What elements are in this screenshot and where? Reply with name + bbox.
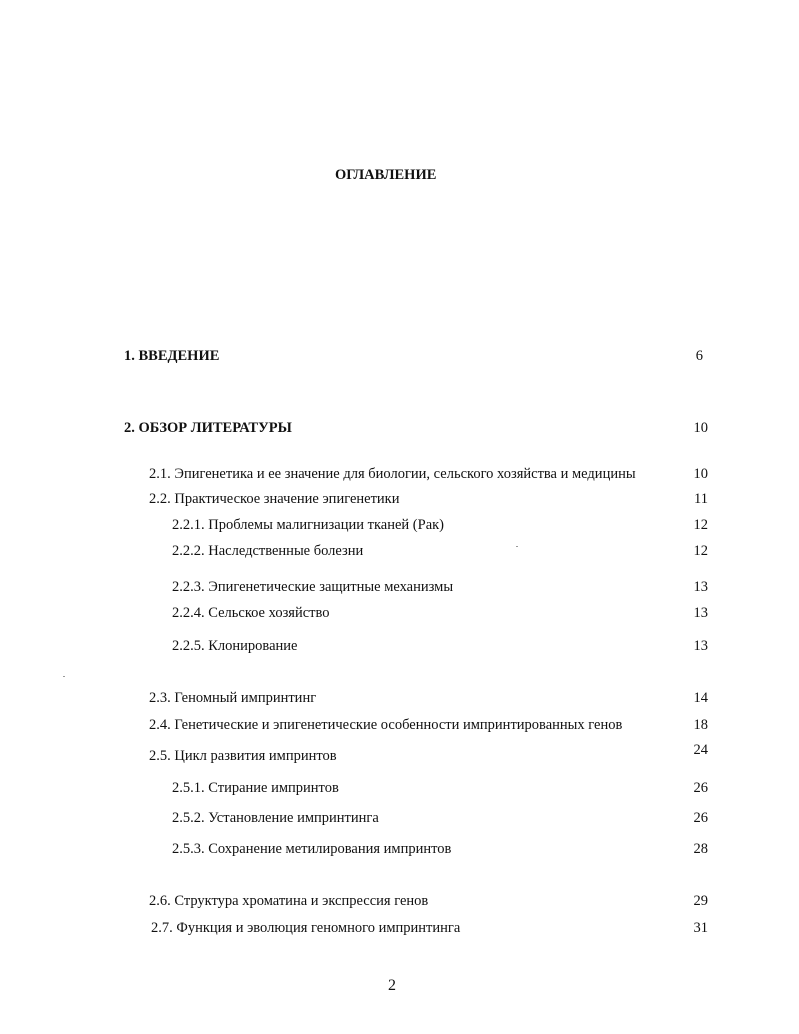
toc-entry-page: 26 bbox=[693, 780, 708, 796]
toc-entry-label: 2.7. Функция и эволюция геномного импринтинга bbox=[151, 920, 461, 936]
toc-entry-label: 1. ВВЕДЕНИЕ bbox=[124, 348, 220, 364]
toc-entry-label: 2.4. Генетические и эпигенетические особенности импринтированных генов bbox=[149, 717, 623, 733]
toc-entry-page: 12 bbox=[693, 517, 708, 533]
toc-entry-page: 14 bbox=[693, 690, 708, 706]
toc-entry-page: 6 bbox=[695, 348, 703, 364]
scan-speck bbox=[63, 676, 65, 677]
toc-entry-page: 29 bbox=[693, 893, 708, 909]
toc-entry-page: 31 bbox=[693, 920, 708, 936]
toc-entry-label: 2.2.3. Эпигенетические защитные механизмы bbox=[172, 579, 454, 595]
toc-entry-label: 2.2.1. Проблемы малигнизации тканей (Рак) bbox=[172, 517, 445, 533]
toc-entry-label: 2.2.2. Наследственные болезни bbox=[172, 543, 364, 559]
toc-entry-page: 12 bbox=[693, 543, 708, 559]
toc-entry-label: 2.5.1. Стирание импринтов bbox=[172, 780, 339, 796]
toc-entry-page: 26 bbox=[693, 810, 708, 826]
page-title: ОГЛАВЛЕНИЕ bbox=[335, 167, 437, 183]
toc-entry-page: 13 bbox=[693, 579, 708, 595]
scan-speck bbox=[516, 546, 518, 547]
toc-entry-label: 2.5.2. Установление импринтинга bbox=[172, 810, 379, 826]
toc-entry-label: 2. ОБЗОР ЛИТЕРАТУРЫ bbox=[124, 420, 292, 436]
toc-entry-page: 28 bbox=[693, 841, 708, 857]
toc-entry-page: 18 bbox=[693, 717, 708, 733]
toc-entry-label: 2.3. Геномный импринтинг bbox=[149, 690, 317, 706]
toc-entry-page: 24 bbox=[693, 742, 708, 758]
toc-entry-page: 11 bbox=[694, 491, 708, 507]
toc-entry-label: 2.1. Эпигенетика и ее значение для биологии, сельского хозяйства и медицины bbox=[149, 466, 636, 482]
toc-entry-label: 2.2.5. Клонирование bbox=[172, 638, 298, 654]
toc-entry-label: 2.5.3. Сохранение метилирования импринтов bbox=[172, 841, 452, 857]
toc-entry-page: 13 bbox=[693, 605, 708, 621]
toc-entry-page: 10 bbox=[693, 466, 708, 482]
toc-entry-page: 10 bbox=[693, 420, 708, 436]
toc-entry-label: 2.6. Структура хроматина и экспрессия генов bbox=[149, 893, 429, 909]
page-number: 2 bbox=[388, 977, 396, 994]
toc-entry-label: 2.2. Практическое значение эпигенетики bbox=[149, 491, 400, 507]
toc-entry-label: 2.2.4. Сельское хозяйство bbox=[172, 605, 330, 621]
toc-entry-label: 2.5. Цикл развития импринтов bbox=[149, 748, 337, 764]
toc-entry-page: 13 bbox=[693, 638, 708, 654]
